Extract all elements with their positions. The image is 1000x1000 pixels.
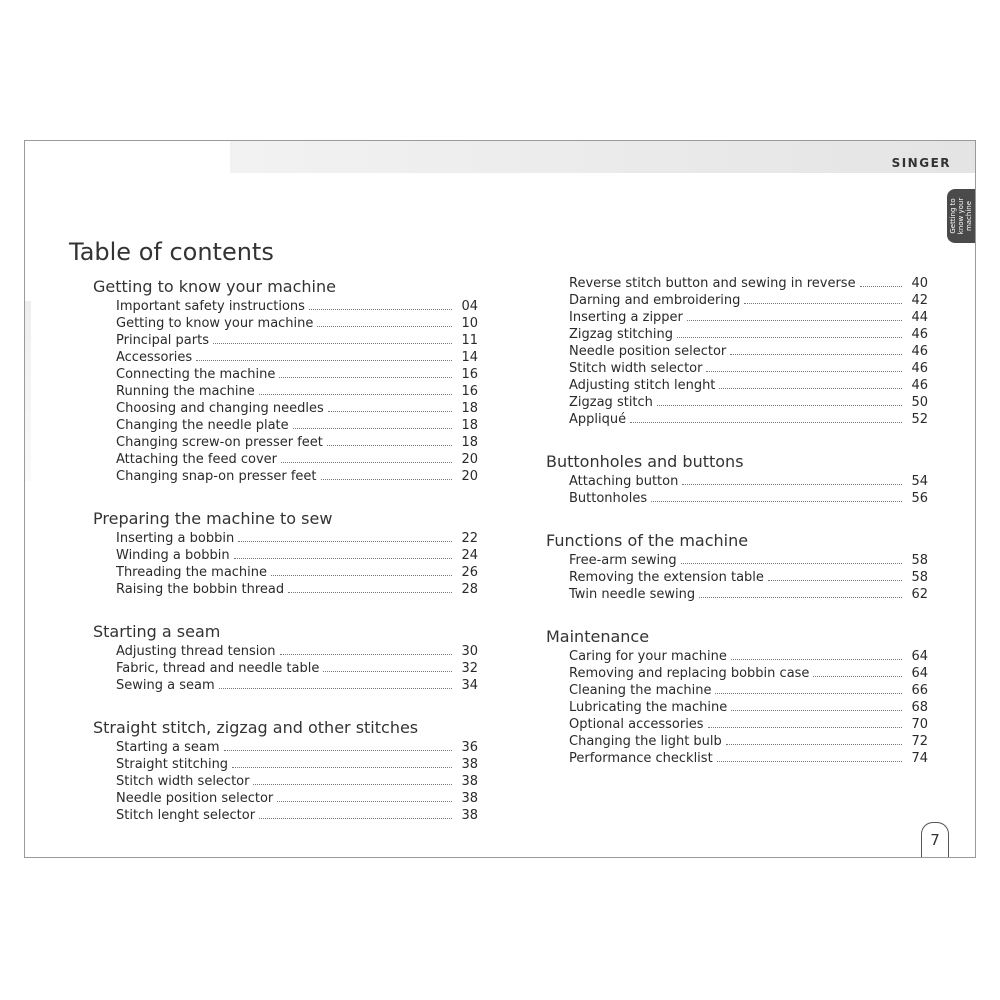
toc-entry-page: 16 xyxy=(461,384,478,399)
dot-leader xyxy=(860,275,902,287)
toc-entry-label: Sewing a seam xyxy=(116,678,215,693)
toc-entry-label: Twin needle sewing xyxy=(569,587,696,602)
toc-entry-label: Important safety instructions xyxy=(116,299,305,314)
toc-section xyxy=(93,275,478,485)
dot-leader xyxy=(309,298,452,310)
dot-leader xyxy=(699,586,902,598)
toc-entry-page: 46 xyxy=(911,378,928,393)
page-title: Table of contents xyxy=(69,238,274,266)
toc-entry[interactable] xyxy=(93,315,478,332)
toc-entry-page: 40 xyxy=(911,276,928,291)
toc-entry-page: 38 xyxy=(461,791,478,806)
toc-entry-page: 34 xyxy=(461,678,478,693)
dot-leader xyxy=(293,417,452,429)
toc-entry-label: Winding a bobbin xyxy=(116,548,230,563)
toc-entry-page: 54 xyxy=(911,474,928,489)
toc-entry-page: 24 xyxy=(461,548,478,563)
toc-entry-page: 38 xyxy=(461,808,478,823)
toc-entry[interactable] xyxy=(546,648,928,665)
toc-entry-label: Running the machine xyxy=(116,384,255,399)
toc-entry-label: Buttonholes xyxy=(569,491,648,506)
toc-entry-page: 44 xyxy=(911,310,928,325)
section-spacer xyxy=(546,507,928,529)
dot-leader xyxy=(219,677,452,689)
section-spacer xyxy=(93,598,478,620)
dot-leader xyxy=(259,383,452,395)
dot-leader xyxy=(715,682,902,694)
toc-entry-label: Adjusting stitch lenght xyxy=(569,378,716,393)
toc-entry-page: 38 xyxy=(461,774,478,789)
toc-entry-page: 18 xyxy=(461,435,478,450)
toc-entry[interactable] xyxy=(93,739,478,756)
toc-entry-label: Needle position selector xyxy=(116,791,274,806)
dot-leader xyxy=(719,377,902,389)
dot-leader xyxy=(259,807,452,819)
toc-entry[interactable] xyxy=(93,790,478,807)
chapter-tab-label: Getting to know your machine xyxy=(949,197,973,235)
toc-entry-page: 26 xyxy=(461,565,478,580)
toc-entry[interactable] xyxy=(546,490,928,507)
toc-entry-label: Changing the needle plate xyxy=(116,418,289,433)
toc-entry[interactable] xyxy=(546,665,928,682)
toc-entry-label: Inserting a zipper xyxy=(569,310,683,325)
toc-entry-page: 46 xyxy=(911,327,928,342)
toc-entry[interactable] xyxy=(546,360,928,377)
dot-leader xyxy=(317,315,452,327)
toc-entry[interactable] xyxy=(546,377,928,394)
toc-entry-page: 28 xyxy=(461,582,478,597)
dot-leader xyxy=(744,292,902,304)
toc-entry[interactable] xyxy=(546,394,928,411)
dot-leader xyxy=(731,699,902,711)
dot-leader xyxy=(630,411,902,423)
toc-entry[interactable] xyxy=(93,366,478,383)
toc-entry-label: Darning and embroidering xyxy=(569,293,741,308)
section-spacer xyxy=(546,603,928,625)
toc-entry[interactable] xyxy=(546,733,928,750)
dot-leader xyxy=(281,451,452,463)
header-band xyxy=(230,141,975,173)
toc-section xyxy=(93,620,478,694)
toc-entry[interactable] xyxy=(93,660,478,677)
toc-entry-label: Changing the light bulb xyxy=(569,734,722,749)
toc-entry-label: Accessories xyxy=(116,350,193,365)
dot-leader xyxy=(657,394,902,406)
toc-entry[interactable] xyxy=(546,586,928,603)
toc-entry[interactable] xyxy=(546,343,928,360)
toc-section xyxy=(546,450,928,507)
toc-entry-label: Attaching button xyxy=(569,474,679,489)
toc-entry-page: 50 xyxy=(911,395,928,410)
toc-entry-page: 64 xyxy=(911,649,928,664)
toc-entry[interactable] xyxy=(93,298,478,315)
toc-entry-page: 52 xyxy=(911,412,928,427)
section-title: Maintenance xyxy=(546,627,650,646)
dot-leader xyxy=(271,564,452,576)
section-title: Functions of the machine xyxy=(546,531,749,550)
toc-entry-label: Changing snap-on presser feet xyxy=(116,469,317,484)
toc-entry[interactable] xyxy=(93,349,478,366)
toc-entry[interactable] xyxy=(93,807,478,824)
toc-right-column xyxy=(546,275,928,767)
dot-leader xyxy=(708,716,902,728)
dot-leader xyxy=(726,733,902,745)
dot-leader xyxy=(196,349,452,361)
toc-entry-label: Principal parts xyxy=(116,333,209,348)
toc-entry-label: Performance checklist xyxy=(569,751,713,766)
toc-entry-label: Inserting a bobbin xyxy=(116,531,235,546)
toc-entry-page: 68 xyxy=(911,700,928,715)
toc-entry[interactable] xyxy=(546,682,928,699)
toc-entry[interactable] xyxy=(546,569,928,586)
toc-entry-page: 56 xyxy=(911,491,928,506)
dot-leader xyxy=(327,434,452,446)
toc-entry-page: 20 xyxy=(461,452,478,467)
manual-page xyxy=(24,140,976,858)
dot-leader xyxy=(253,773,452,785)
dot-leader xyxy=(651,490,902,502)
toc-section xyxy=(546,625,928,767)
toc-entry-label: Connecting the machine xyxy=(116,367,276,382)
dot-leader xyxy=(213,332,452,344)
toc-entry-page: 36 xyxy=(461,740,478,755)
chapter-tab[interactable] xyxy=(947,189,975,243)
toc-entry-label: Stitch width selector xyxy=(116,774,250,789)
toc-entry[interactable] xyxy=(93,756,478,773)
dot-leader xyxy=(768,569,902,581)
toc-entry-label: Zigzag stitching xyxy=(569,327,674,342)
dot-leader xyxy=(328,400,452,412)
toc-entry-label: Lubricating the machine xyxy=(569,700,728,715)
toc-entry[interactable] xyxy=(546,699,928,716)
toc-section xyxy=(93,507,478,598)
dot-leader xyxy=(279,366,452,378)
toc-entry-page: 22 xyxy=(461,531,478,546)
toc-entry-page: 10 xyxy=(461,316,478,331)
toc-entry-label: Cleaning the machine xyxy=(569,683,712,698)
toc-entry[interactable] xyxy=(93,383,478,400)
section-title: Buttonholes and buttons xyxy=(546,452,744,471)
dot-leader xyxy=(682,473,902,485)
toc-entry-label: Changing screw-on presser feet xyxy=(116,435,323,450)
toc-entry-page: 11 xyxy=(461,333,478,348)
toc-entry[interactable] xyxy=(93,547,478,564)
toc-entry[interactable] xyxy=(546,473,928,490)
toc-entry[interactable] xyxy=(546,552,928,569)
dot-leader xyxy=(280,643,452,655)
toc-entry-label: Reverse stitch button and sewing in reverse xyxy=(569,276,856,291)
toc-entry-page: 38 xyxy=(461,757,478,772)
section-title: Straight stitch, zigzag and other stitches xyxy=(93,718,419,737)
toc-entry[interactable] xyxy=(546,411,928,428)
toc-entry-label: Attaching the feed cover xyxy=(116,452,278,467)
toc-entry-label: Free-arm sewing xyxy=(569,553,677,568)
toc-entry[interactable] xyxy=(546,309,928,326)
dot-leader xyxy=(681,552,902,564)
dot-leader xyxy=(687,309,902,321)
page-number: 7 xyxy=(921,822,949,857)
toc-entry-page: 46 xyxy=(911,344,928,359)
toc-section xyxy=(546,275,928,428)
toc-entry-label: Adjusting thread tension xyxy=(116,644,276,659)
dot-leader xyxy=(321,468,453,480)
dot-leader xyxy=(717,750,902,762)
dot-leader xyxy=(288,581,452,593)
section-title: Getting to know your machine xyxy=(93,277,336,296)
bleed-through-decoration xyxy=(25,301,31,481)
toc-entry-page: 62 xyxy=(911,587,928,602)
toc-entry-label: Appliqué xyxy=(569,412,627,427)
toc-entry[interactable] xyxy=(546,292,928,309)
toc-left-column xyxy=(93,275,478,824)
toc-entry-label: Straight stitching xyxy=(116,757,229,772)
toc-entry-label: Needle position selector xyxy=(569,344,727,359)
toc-entry-label: Starting a seam xyxy=(116,740,220,755)
toc-entry-label: Getting to know your machine xyxy=(116,316,314,331)
toc-entry[interactable] xyxy=(93,434,478,451)
section-title: Starting a seam xyxy=(93,622,221,641)
dot-leader xyxy=(677,326,902,338)
toc-entry[interactable] xyxy=(546,275,928,292)
toc-entry-label: Stitch width selector xyxy=(569,361,703,376)
toc-entry[interactable] xyxy=(546,750,928,767)
toc-entry[interactable] xyxy=(93,773,478,790)
toc-entry-label: Optional accessories xyxy=(569,717,704,732)
toc-entry-page: 70 xyxy=(911,717,928,732)
toc-entry-page: 04 xyxy=(461,299,478,314)
dot-leader xyxy=(323,660,452,672)
dot-leader xyxy=(706,360,902,372)
toc-entry-label: Stitch lenght selector xyxy=(116,808,256,823)
toc-entry-label: Zigzag stitch xyxy=(569,395,653,410)
toc-entry-label: Threading the machine xyxy=(116,565,268,580)
dot-leader xyxy=(730,343,902,355)
toc-entry-page: 58 xyxy=(911,570,928,585)
toc-entry-page: 30 xyxy=(461,644,478,659)
toc-entry-page: 20 xyxy=(461,469,478,484)
toc-entry-label: Caring for your machine xyxy=(569,649,727,664)
toc-entry-page: 42 xyxy=(911,293,928,308)
toc-entry-label: Removing and replacing bobbin case xyxy=(569,666,810,681)
toc-entry-label: Removing the extension table xyxy=(569,570,764,585)
toc-entry-page: 46 xyxy=(911,361,928,376)
toc-entry-label: Choosing and changing needles xyxy=(116,401,324,416)
brand-logo: SINGER xyxy=(891,156,951,170)
dot-leader xyxy=(238,530,452,542)
toc-entry-page: 18 xyxy=(461,401,478,416)
dot-leader xyxy=(813,665,902,677)
toc-entry-page: 16 xyxy=(461,367,478,382)
toc-entry-page: 14 xyxy=(461,350,478,365)
toc-entry-page: 32 xyxy=(461,661,478,676)
toc-entry[interactable] xyxy=(93,530,478,547)
toc-entry[interactable] xyxy=(93,417,478,434)
toc-entry[interactable] xyxy=(93,677,478,694)
section-title: Preparing the machine to sew xyxy=(93,509,333,528)
toc-entry-label: Raising the bobbin thread xyxy=(116,582,285,597)
toc-entry[interactable] xyxy=(93,332,478,349)
toc-entry-page: 18 xyxy=(461,418,478,433)
toc-entry[interactable] xyxy=(546,716,928,733)
toc-entry-page: 58 xyxy=(911,553,928,568)
toc-entry[interactable] xyxy=(93,400,478,417)
dot-leader xyxy=(234,547,452,559)
toc-section xyxy=(93,716,478,824)
toc-entry[interactable] xyxy=(93,564,478,581)
toc-entry-page: 74 xyxy=(911,751,928,766)
toc-entry-page: 66 xyxy=(911,683,928,698)
dot-leader xyxy=(232,756,452,768)
section-spacer xyxy=(546,428,928,450)
dot-leader xyxy=(224,739,453,751)
section-spacer xyxy=(93,485,478,507)
toc-entry[interactable] xyxy=(93,451,478,468)
dot-leader xyxy=(277,790,452,802)
toc-entry-page: 72 xyxy=(911,734,928,749)
section-spacer xyxy=(93,694,478,716)
toc-section xyxy=(546,529,928,603)
toc-entry[interactable] xyxy=(93,581,478,598)
toc-entry-label: Fabric, thread and needle table xyxy=(116,661,320,676)
toc-entry[interactable] xyxy=(93,643,478,660)
toc-entry[interactable] xyxy=(93,468,478,485)
toc-entry-page: 64 xyxy=(911,666,928,681)
dot-leader xyxy=(731,648,902,660)
toc-entry[interactable] xyxy=(546,326,928,343)
